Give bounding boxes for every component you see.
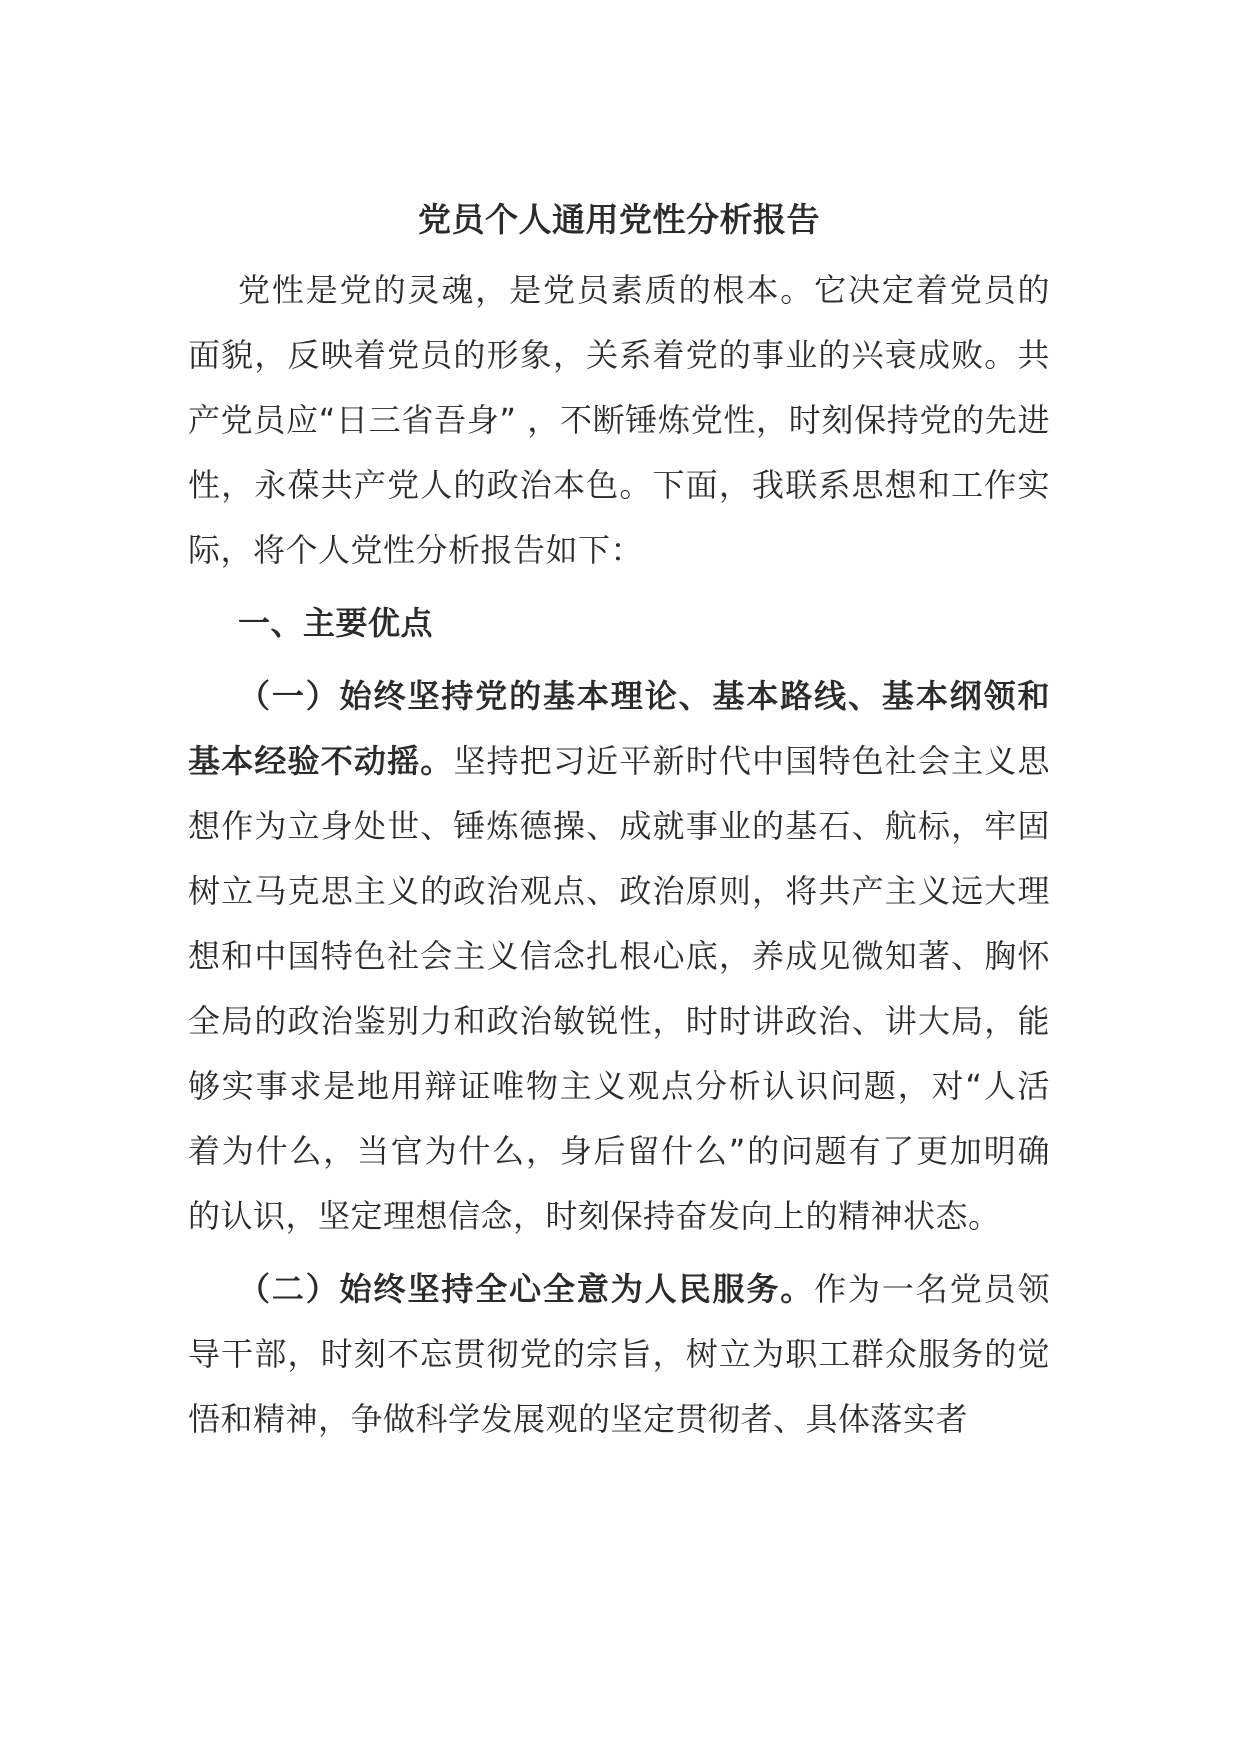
strength-item-2-lead: （二）始终坚持全心全意为人民服务。 xyxy=(238,1270,815,1308)
intro-paragraph: 党性是党的灵魂，是党员素质的根本。它决定着党员的面貌，反映着党员的形象，关系着党的事业的兴衰成败。共产党员应“日三省吾身” ，不断锤炼党性，时刻保持党的先进性，永葆共产党人的政治本色。下面，我联系思想和工作实际，将个人党性分析报告如下： xyxy=(188,271,1050,569)
strength-item-2 xyxy=(188,1257,1050,1452)
document-title: 党员个人通用党性分析报告 xyxy=(418,200,820,239)
document-page xyxy=(188,200,1050,1452)
strength-item-1-body: 坚持把习近平新时代中国特色社会主义思想作为立身处世、锤炼德操、成就事业的基石、航标，牢固树立马克思主义的政治观点、政治原则，将共产主义远大理想和中国特色社会主义信念扎根心底，养成见微知著、胸怀全局的政治鉴别力和政治敏锐性，时时讲政治、讲大局，能够实事求是地用辩证唯物主义观点分析认识问题，对“人活着为什么，当官为什么，身后留什么”的问题有了更加明确的认识，坚定理想信念，时刻保持奋发向上的精神状态。 xyxy=(188,742,1050,1235)
strength-item-2-body: 作为一名党员领导干部，时刻不忘贯彻党的宗旨，树立为职工群众服务的觉悟和精神，争做科学发展观的坚定贯彻者、具体落实者 xyxy=(188,1270,1050,1438)
strength-item-1 xyxy=(188,664,1050,1249)
strength-item-1-lead: （一）始终坚持党的基本理论、基本路线、基本纲领和基本经验不动摇。 xyxy=(188,677,1050,780)
section-heading-main-strengths: 一、主要优点 xyxy=(238,604,434,642)
